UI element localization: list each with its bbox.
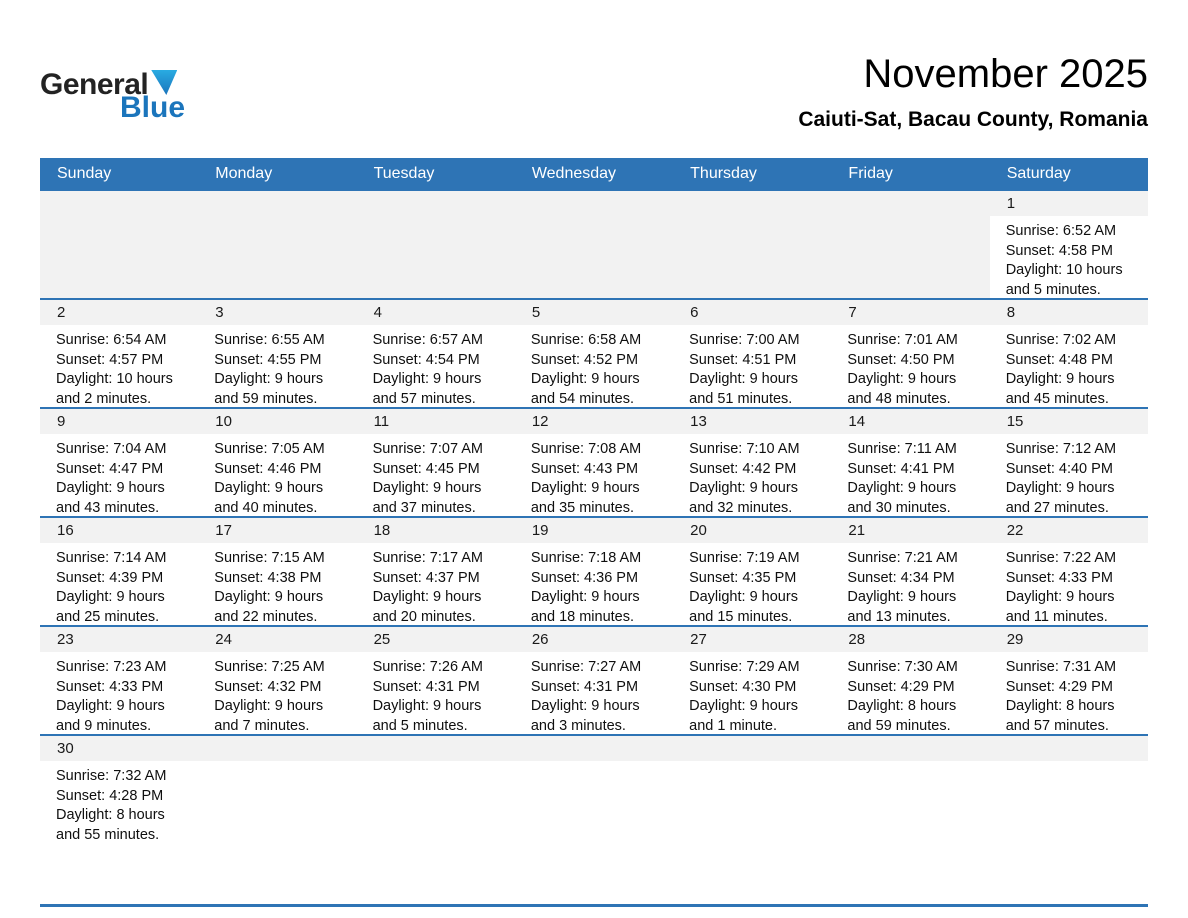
empty-day-number-strip	[357, 191, 515, 216]
day-cell-9	[40, 409, 198, 516]
day-details	[831, 652, 989, 734]
daylight-text-line1: Daylight: 9 hours	[847, 589, 957, 606]
day-cell-26	[515, 627, 673, 734]
daylight-text-line1: Daylight: 9 hours	[56, 698, 165, 715]
sunset-text: Sunset: 4:47 PM	[56, 460, 164, 477]
empty-day-cell	[673, 191, 831, 298]
sunset-text: Sunset: 4:50 PM	[847, 351, 955, 368]
empty-day-cell	[831, 191, 989, 298]
day-details	[673, 434, 831, 516]
daylight-text-line2: and 5 minutes.	[372, 717, 468, 734]
empty-day-number-strip	[40, 191, 198, 216]
day-number: 10	[198, 409, 356, 434]
sunset-text: Sunset: 4:35 PM	[689, 569, 797, 586]
sunrise-text: Sunrise: 6:52 AM	[1005, 223, 1117, 239]
day-cell-21	[831, 518, 989, 625]
day-number: 8	[990, 300, 1148, 325]
day-cell-30	[40, 736, 198, 904]
daylight-text-line1: Daylight: 9 hours	[56, 480, 165, 497]
day-details	[40, 761, 198, 845]
day-number: 9	[40, 409, 198, 434]
day-cell-5	[515, 300, 673, 407]
day-cell-15	[990, 409, 1148, 516]
day-details	[357, 434, 515, 516]
day-cell-29	[990, 627, 1148, 734]
day-cell-12	[515, 409, 673, 516]
day-number: 20	[673, 518, 831, 543]
sunrise-text: Sunrise: 7:27 AM	[530, 659, 642, 675]
daylight-text-line2: and 13 minutes.	[847, 608, 951, 625]
sunset-text: Sunset: 4:40 PM	[1005, 460, 1113, 477]
day-number: 5	[515, 300, 673, 325]
empty-day-cell	[40, 191, 198, 298]
daylight-text-line1: Daylight: 9 hours	[56, 589, 165, 606]
daylight-text-line2: and 15 minutes.	[689, 608, 793, 625]
daylight-text-line1: Daylight: 9 hours	[689, 371, 798, 388]
day-cell-25	[357, 627, 515, 734]
daylight-text-line2: and 40 minutes.	[214, 499, 318, 516]
day-cell-2	[40, 300, 198, 407]
daylight-text-line2: and 18 minutes.	[530, 608, 635, 625]
sunrise-text: Sunrise: 7:30 AM	[847, 659, 958, 675]
day-number: 7	[831, 300, 989, 325]
empty-day-number-strip	[198, 191, 356, 216]
day-details	[40, 325, 198, 407]
daylight-text-line2: and 11 minutes.	[1005, 608, 1108, 625]
month-title: November 2025	[863, 52, 1148, 96]
day-details	[515, 543, 673, 625]
week-row-6	[40, 734, 1148, 904]
day-cell-7	[831, 300, 989, 407]
sunrise-text: Sunrise: 6:57 AM	[372, 332, 483, 348]
sunset-text: Sunset: 4:46 PM	[214, 460, 322, 477]
sunset-text: Sunset: 4:52 PM	[530, 351, 639, 368]
weekday-header-friday: Friday	[848, 165, 893, 182]
location-subtitle: Caiuti-Sat, Bacau County, Romania	[798, 108, 1148, 131]
daylight-text-line1: Daylight: 9 hours	[847, 371, 957, 388]
day-details	[831, 434, 989, 516]
daylight-text-line1: Daylight: 8 hours	[1005, 698, 1115, 715]
sunset-text: Sunset: 4:37 PM	[372, 569, 480, 586]
calendar-grid	[40, 189, 1148, 904]
day-details	[357, 652, 515, 734]
empty-day-number-strip	[831, 191, 989, 216]
sunrise-text: Sunrise: 7:21 AM	[847, 550, 958, 566]
empty-day-number-strip	[515, 736, 673, 761]
daylight-text-line2: and 45 minutes.	[1005, 390, 1109, 407]
day-number: 25	[357, 627, 515, 652]
day-cell-18	[357, 518, 515, 625]
daylight-text-line1: Daylight: 9 hours	[530, 480, 640, 497]
daylight-text-line1: Daylight: 9 hours	[689, 698, 798, 715]
empty-day-number-strip	[673, 736, 831, 761]
daylight-text-line2: and 57 minutes.	[372, 390, 476, 407]
day-details	[40, 652, 198, 734]
sunrise-text: Sunrise: 7:14 AM	[56, 550, 167, 566]
daylight-text-line1: Daylight: 9 hours	[1005, 589, 1115, 606]
day-number: 6	[673, 300, 831, 325]
sunrise-text: Sunrise: 7:12 AM	[1005, 441, 1117, 457]
daylight-text-line2: and 55 minutes.	[56, 826, 160, 843]
sunset-text: Sunset: 4:38 PM	[214, 569, 322, 586]
daylight-text-line2: and 20 minutes.	[372, 608, 476, 625]
day-details	[673, 325, 831, 407]
empty-day-cell	[357, 736, 515, 904]
logo-text-general: General	[40, 68, 149, 101]
daylight-text-line2: and 43 minutes.	[56, 499, 160, 516]
daylight-text-line2: and 5 minutes.	[1005, 281, 1101, 298]
day-details	[990, 543, 1148, 625]
sunrise-text: Sunrise: 7:02 AM	[1005, 332, 1117, 348]
day-details	[357, 543, 515, 625]
day-cell-4	[357, 300, 515, 407]
day-cell-16	[40, 518, 198, 625]
sunrise-text: Sunrise: 7:25 AM	[214, 659, 325, 675]
day-number: 27	[673, 627, 831, 652]
day-cell-27	[673, 627, 831, 734]
day-details	[515, 434, 673, 516]
daylight-text-line2: and 51 minutes.	[689, 390, 793, 407]
day-details	[990, 434, 1148, 516]
day-details	[198, 543, 356, 625]
day-number: 23	[40, 627, 198, 652]
day-details	[673, 652, 831, 734]
daylight-text-line2: and 9 minutes.	[56, 717, 152, 734]
sunrise-text: Sunrise: 7:10 AM	[689, 441, 800, 457]
empty-day-number-strip	[673, 191, 831, 216]
daylight-text-line2: and 35 minutes.	[530, 499, 635, 516]
day-number: 22	[990, 518, 1148, 543]
sunrise-text: Sunrise: 7:05 AM	[214, 441, 325, 457]
day-number: 28	[831, 627, 989, 652]
weekday-header-thursday: Thursday	[690, 165, 757, 182]
sunset-text: Sunset: 4:28 PM	[56, 787, 164, 804]
day-cell-8	[990, 300, 1148, 407]
sunrise-text: Sunrise: 7:18 AM	[530, 550, 642, 566]
sunset-text: Sunset: 4:42 PM	[689, 460, 797, 477]
sunset-text: Sunset: 4:54 PM	[372, 351, 480, 368]
daylight-text-line1: Daylight: 8 hours	[56, 807, 165, 824]
sunrise-text: Sunrise: 6:54 AM	[56, 332, 167, 348]
sunset-text: Sunset: 4:32 PM	[214, 678, 322, 695]
sunset-text: Sunset: 4:45 PM	[372, 460, 480, 477]
daylight-text-line1: Daylight: 10 hours	[56, 371, 173, 388]
sunset-text: Sunset: 4:30 PM	[689, 678, 797, 695]
weekday-header-row	[40, 158, 1148, 189]
daylight-text-line2: and 32 minutes.	[689, 499, 793, 516]
day-details	[40, 543, 198, 625]
empty-day-cell	[198, 736, 356, 904]
weekday-header-wednesday: Wednesday	[531, 165, 617, 182]
sunrise-text: Sunrise: 7:08 AM	[530, 441, 642, 457]
sunset-text: Sunset: 4:58 PM	[1005, 242, 1113, 259]
daylight-text-line1: Daylight: 9 hours	[214, 371, 324, 388]
day-cell-11	[357, 409, 515, 516]
daylight-text-line1: Daylight: 9 hours	[689, 589, 798, 606]
day-cell-14	[831, 409, 989, 516]
daylight-text-line1: Daylight: 9 hours	[530, 371, 640, 388]
week-row-3	[40, 407, 1148, 516]
sunset-text: Sunset: 4:41 PM	[847, 460, 955, 477]
day-details	[198, 652, 356, 734]
day-details	[515, 325, 673, 407]
day-details	[831, 543, 989, 625]
weekday-header-monday: Monday	[215, 165, 273, 182]
daylight-text-line1: Daylight: 9 hours	[214, 589, 324, 606]
day-cell-20	[673, 518, 831, 625]
daylight-text-line2: and 57 minutes.	[1005, 717, 1109, 734]
sunrise-text: Sunrise: 7:17 AM	[372, 550, 483, 566]
logo-text-blue: Blue	[120, 91, 186, 124]
daylight-text-line2: and 30 minutes.	[847, 499, 951, 516]
day-cell-3	[198, 300, 356, 407]
general-blue-logo	[40, 70, 185, 123]
day-details	[515, 652, 673, 734]
weekday-header-saturday: Saturday	[1006, 165, 1071, 182]
sunset-text: Sunset: 4:29 PM	[847, 678, 955, 695]
sunset-text: Sunset: 4:39 PM	[56, 569, 164, 586]
day-number: 2	[40, 300, 198, 325]
daylight-text-line1: Daylight: 9 hours	[214, 480, 324, 497]
day-cell-13	[673, 409, 831, 516]
day-number: 17	[198, 518, 356, 543]
day-number: 3	[198, 300, 356, 325]
sunrise-text: Sunrise: 7:04 AM	[56, 441, 167, 457]
day-details	[990, 325, 1148, 407]
sunset-text: Sunset: 4:43 PM	[530, 460, 639, 477]
daylight-text-line1: Daylight: 9 hours	[689, 480, 798, 497]
day-details	[40, 434, 198, 516]
weekday-header-tuesday: Tuesday	[373, 165, 435, 182]
day-cell-28	[831, 627, 989, 734]
daylight-text-line2: and 37 minutes.	[372, 499, 476, 516]
empty-day-number-strip	[198, 736, 356, 761]
daylight-text-line1: Daylight: 9 hours	[530, 698, 640, 715]
empty-day-cell	[357, 191, 515, 298]
sunset-text: Sunset: 4:34 PM	[847, 569, 955, 586]
day-number: 16	[40, 518, 198, 543]
sunset-text: Sunset: 4:57 PM	[56, 351, 164, 368]
empty-day-number-strip	[831, 736, 989, 761]
day-number: 15	[990, 409, 1148, 434]
daylight-text-line1: Daylight: 8 hours	[847, 698, 957, 715]
daylight-text-line2: and 54 minutes.	[530, 390, 635, 407]
day-details	[357, 325, 515, 407]
day-cell-10	[198, 409, 356, 516]
daylight-text-line1: Daylight: 9 hours	[372, 589, 482, 606]
daylight-text-line2: and 25 minutes.	[56, 608, 160, 625]
week-row-1	[40, 189, 1148, 298]
daylight-text-line1: Daylight: 9 hours	[372, 698, 482, 715]
daylight-text-line1: Daylight: 9 hours	[372, 480, 482, 497]
sunrise-text: Sunrise: 7:31 AM	[1005, 659, 1117, 675]
page-header	[40, 0, 1148, 158]
week-row-5	[40, 625, 1148, 734]
day-cell-23	[40, 627, 198, 734]
daylight-text-line1: Daylight: 9 hours	[214, 698, 324, 715]
empty-day-cell	[198, 191, 356, 298]
day-cell-22	[990, 518, 1148, 625]
day-number: 12	[515, 409, 673, 434]
day-number: 1	[990, 191, 1148, 216]
day-number: 26	[515, 627, 673, 652]
sunset-text: Sunset: 4:31 PM	[372, 678, 480, 695]
calendar	[40, 158, 1148, 907]
day-cell-17	[198, 518, 356, 625]
daylight-text-line1: Daylight: 9 hours	[1005, 480, 1115, 497]
weekday-header-sunday: Sunday	[57, 165, 112, 182]
sunrise-text: Sunrise: 7:07 AM	[372, 441, 483, 457]
day-number: 14	[831, 409, 989, 434]
sunset-text: Sunset: 4:36 PM	[530, 569, 639, 586]
daylight-text-line1: Daylight: 9 hours	[530, 589, 640, 606]
day-details	[673, 543, 831, 625]
day-number: 11	[357, 409, 515, 434]
sunset-text: Sunset: 4:29 PM	[1005, 678, 1113, 695]
sunrise-text: Sunrise: 7:32 AM	[56, 768, 167, 784]
sunset-text: Sunset: 4:33 PM	[56, 678, 164, 695]
title-block	[798, 52, 1148, 132]
day-number: 19	[515, 518, 673, 543]
sunrise-text: Sunrise: 7:00 AM	[689, 332, 800, 348]
day-details	[198, 325, 356, 407]
sunrise-text: Sunrise: 7:29 AM	[689, 659, 800, 675]
sunrise-text: Sunrise: 7:11 AM	[847, 441, 957, 457]
day-number: 13	[673, 409, 831, 434]
day-number: 21	[831, 518, 989, 543]
sunset-text: Sunset: 4:48 PM	[1005, 351, 1113, 368]
day-number: 4	[357, 300, 515, 325]
daylight-text-line2: and 59 minutes.	[214, 390, 318, 407]
day-cell-1	[990, 191, 1148, 298]
daylight-text-line1: Daylight: 9 hours	[372, 371, 482, 388]
daylight-text-line2: and 22 minutes.	[214, 608, 318, 625]
day-cell-19	[515, 518, 673, 625]
sunset-text: Sunset: 4:31 PM	[530, 678, 639, 695]
sunrise-text: Sunrise: 7:26 AM	[372, 659, 483, 675]
sunrise-text: Sunrise: 7:15 AM	[214, 550, 325, 566]
day-number: 29	[990, 627, 1148, 652]
day-details	[198, 434, 356, 516]
empty-day-cell	[515, 736, 673, 904]
daylight-text-line2: and 2 minutes.	[56, 390, 152, 407]
sunrise-text: Sunrise: 7:01 AM	[847, 332, 958, 348]
day-cell-24	[198, 627, 356, 734]
day-details	[990, 216, 1148, 298]
daylight-text-line1: Daylight: 10 hours	[1005, 262, 1123, 279]
sunset-text: Sunset: 4:51 PM	[689, 351, 797, 368]
sunrise-text: Sunrise: 7:23 AM	[56, 659, 167, 675]
sunrise-text: Sunrise: 6:58 AM	[530, 332, 642, 348]
day-number: 24	[198, 627, 356, 652]
daylight-text-line2: and 1 minute.	[689, 717, 778, 734]
daylight-text-line1: Daylight: 9 hours	[847, 480, 957, 497]
day-details	[831, 325, 989, 407]
sunrise-text: Sunrise: 6:55 AM	[214, 332, 325, 348]
day-details	[990, 652, 1148, 734]
empty-day-number-strip	[990, 736, 1148, 761]
daylight-text-line2: and 59 minutes.	[847, 717, 951, 734]
daylight-text-line2: and 48 minutes.	[847, 390, 951, 407]
sunset-text: Sunset: 4:33 PM	[1005, 569, 1113, 586]
week-row-4	[40, 516, 1148, 625]
day-number: 18	[357, 518, 515, 543]
empty-day-cell	[515, 191, 673, 298]
sunrise-text: Sunrise: 7:19 AM	[689, 550, 800, 566]
empty-day-number-strip	[357, 736, 515, 761]
day-cell-6	[673, 300, 831, 407]
daylight-text-line2: and 7 minutes.	[214, 717, 310, 734]
day-number: 30	[40, 736, 198, 761]
sunrise-text: Sunrise: 7:22 AM	[1005, 550, 1117, 566]
empty-day-number-strip	[515, 191, 673, 216]
empty-day-cell	[673, 736, 831, 904]
empty-day-cell	[990, 736, 1148, 904]
week-row-2	[40, 298, 1148, 407]
daylight-text-line2: and 3 minutes.	[530, 717, 626, 734]
sunset-text: Sunset: 4:55 PM	[214, 351, 322, 368]
empty-day-cell	[831, 736, 989, 904]
daylight-text-line2: and 27 minutes.	[1005, 499, 1109, 516]
daylight-text-line1: Daylight: 9 hours	[1005, 371, 1115, 388]
